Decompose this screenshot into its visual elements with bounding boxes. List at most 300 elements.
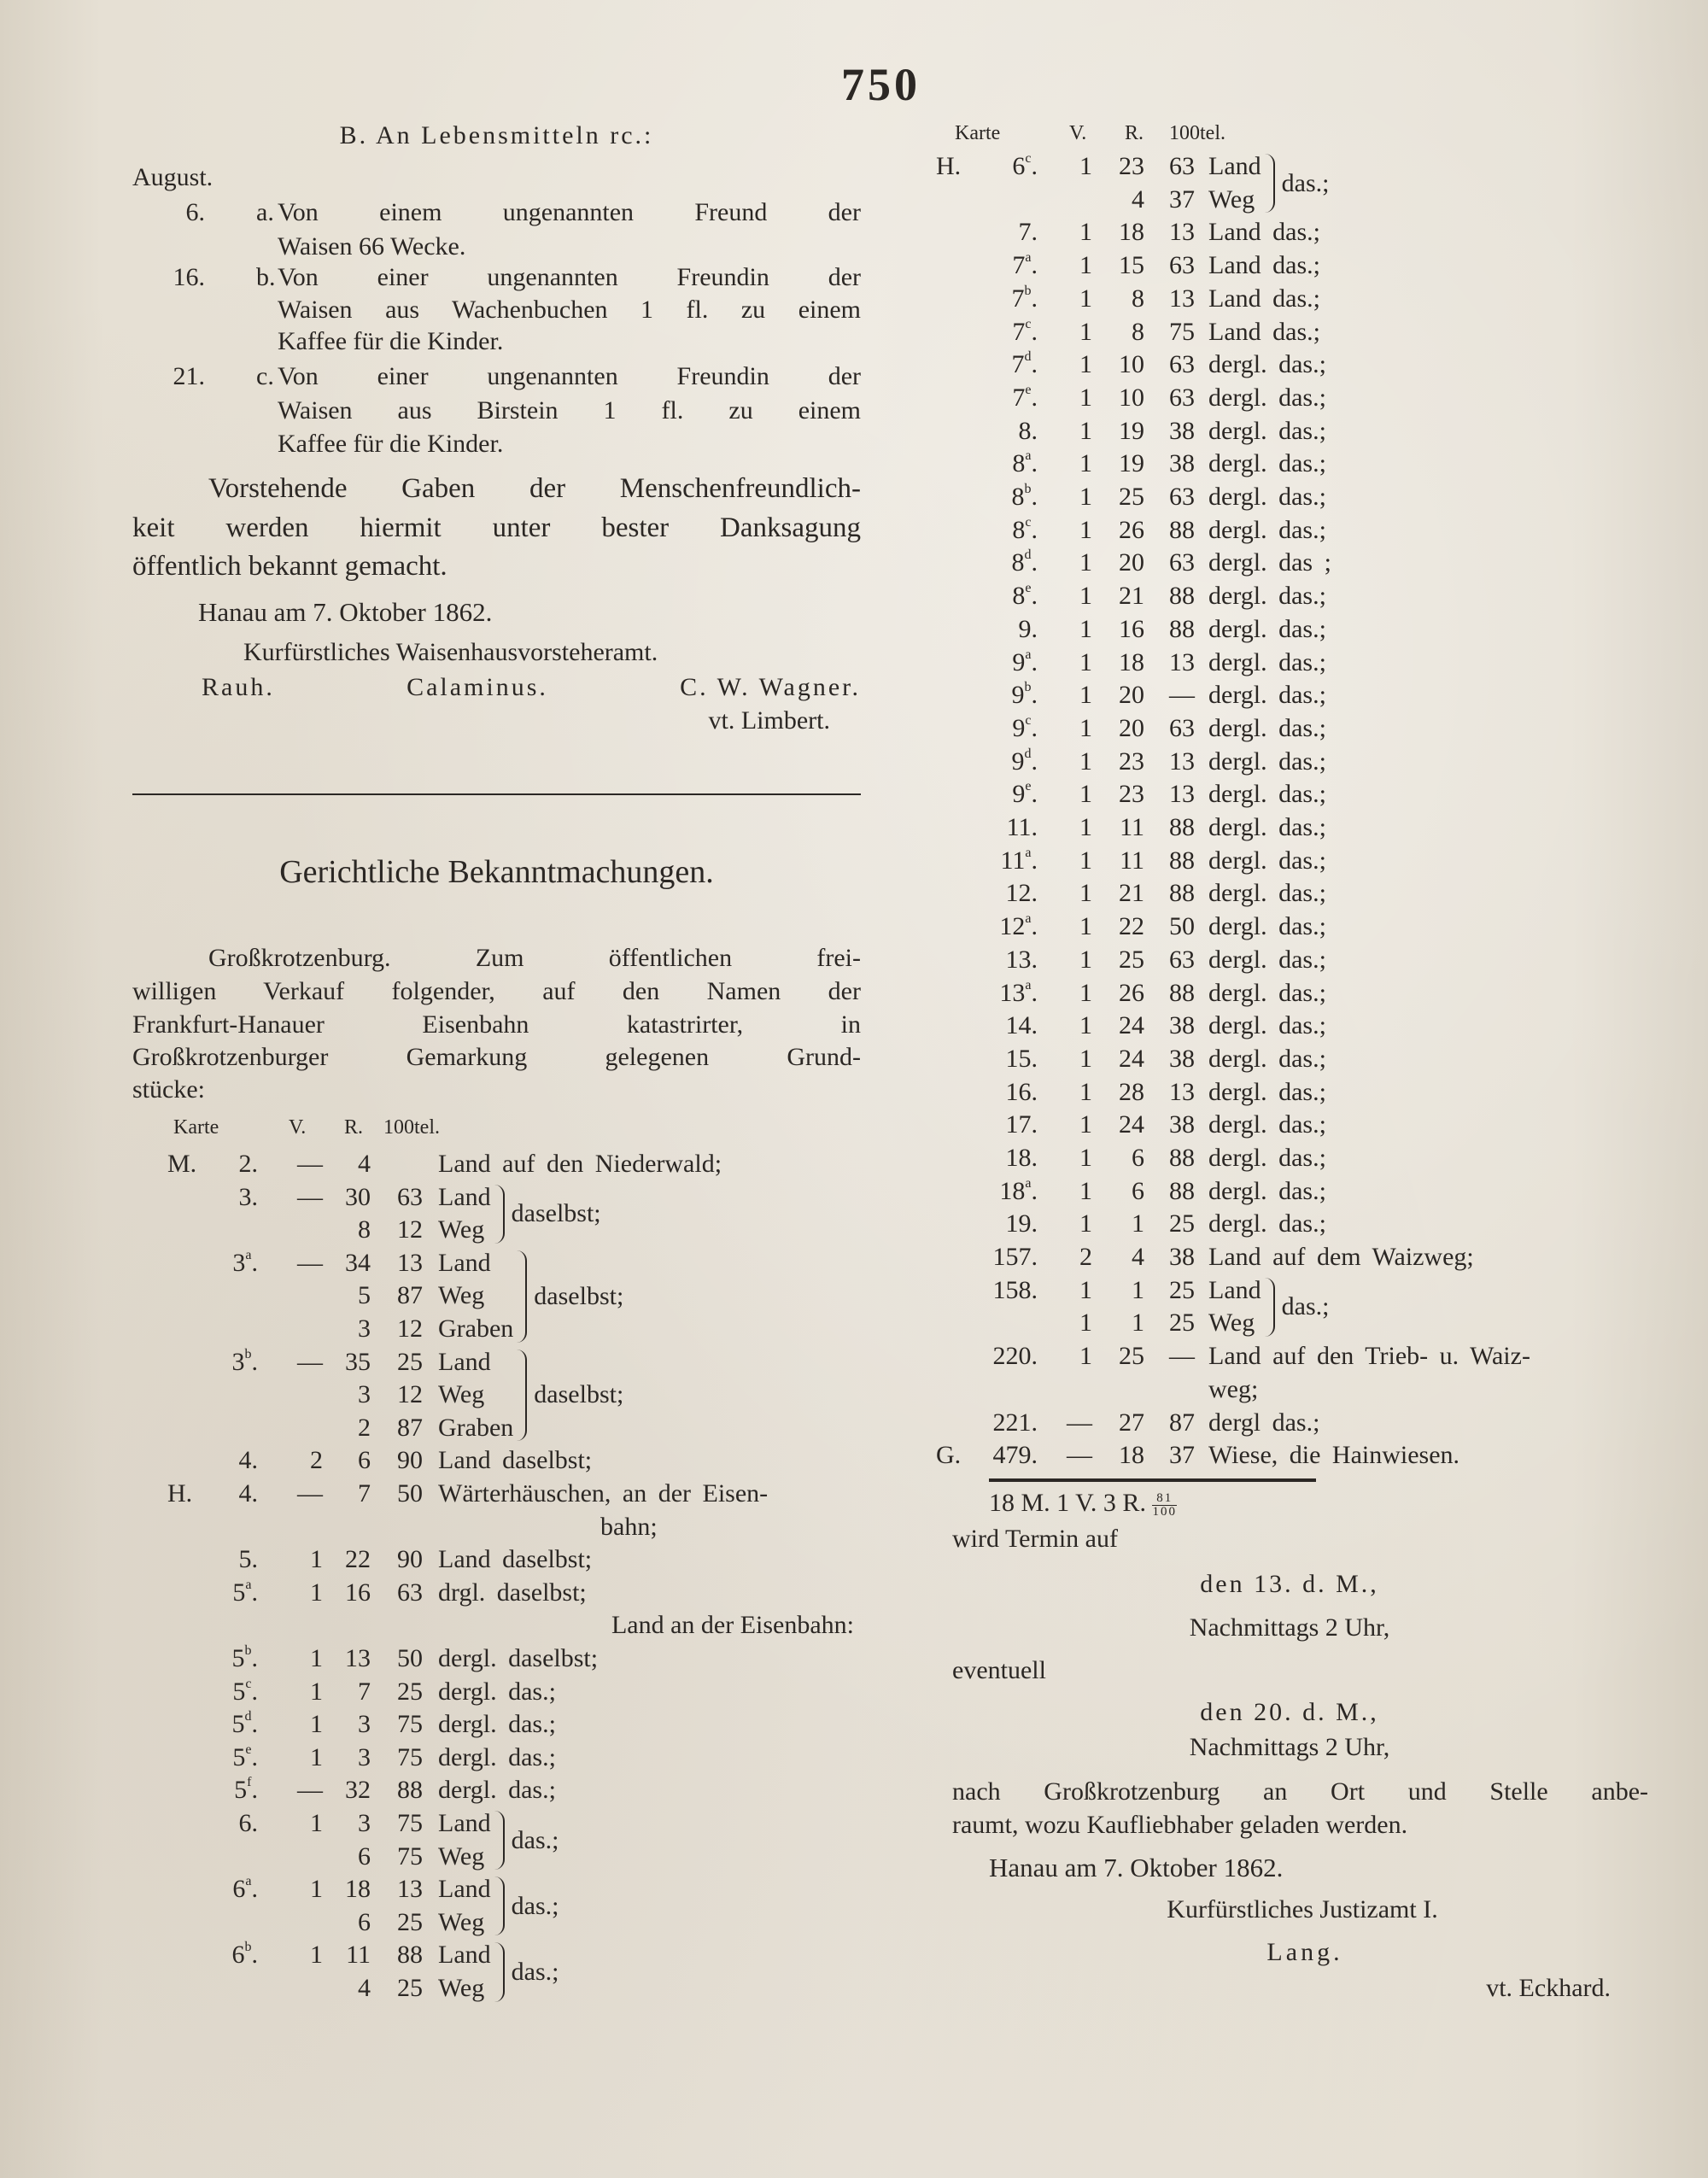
table-row — [936, 746, 1326, 779]
brace-text: das.; — [1281, 168, 1330, 197]
table-subheading: Land an der Eisenbahn: — [611, 1611, 854, 1640]
karte-superscript: e — [1025, 382, 1032, 397]
row-karte: 7$^b$. — [1011, 283, 1038, 313]
notice-place-date: Hanau am 7. Oktober 1862. — [989, 1853, 1284, 1882]
row-karte: 6$^b$. — [231, 1940, 258, 1970]
karte-superscript: a — [245, 1874, 252, 1889]
table-row — [167, 1708, 556, 1742]
row-line — [258, 1279, 513, 1313]
row-100tel: 87 — [397, 1281, 423, 1310]
brace-text: das.; — [511, 1891, 559, 1920]
row-line — [1038, 249, 1320, 283]
row-prefix: H. — [167, 1479, 193, 1508]
row-line — [1038, 679, 1326, 712]
row-lines — [1038, 283, 1320, 316]
row-karte: 8$^a$. — [1012, 448, 1038, 478]
table-row — [936, 348, 1326, 382]
table-row — [167, 1148, 722, 1181]
karte-superscript: a — [245, 1247, 252, 1262]
row-r: 23 — [1119, 780, 1144, 809]
page-number: 750 — [841, 59, 921, 110]
karte-superscript: d — [1024, 746, 1032, 761]
table-row — [936, 547, 1331, 580]
total-fraction — [1152, 1492, 1177, 1519]
karte-superscript: b — [244, 1940, 252, 1955]
row-100tel: 63 — [1169, 713, 1195, 742]
karte-superscript: b — [244, 1643, 252, 1658]
row-r: 5 — [358, 1281, 371, 1310]
row-r: 34 — [345, 1248, 371, 1277]
row-lines — [1038, 1043, 1326, 1076]
table-row — [936, 249, 1320, 283]
row-v: 1 — [310, 1644, 323, 1672]
row-description: Weg — [438, 1907, 485, 1936]
row-v: 1 — [1079, 746, 1092, 776]
donations-heading: B. An Lebensmitteln rc.: — [339, 121, 654, 149]
row-v: — — [297, 1347, 323, 1376]
row-lines — [258, 1148, 722, 1181]
row-v: — — [297, 1776, 323, 1805]
table-row — [936, 580, 1326, 613]
row-v: 1 — [1079, 483, 1092, 511]
row-description: Land auf dem Waizweg; — [1208, 1243, 1474, 1272]
row-r: 21 — [1119, 879, 1144, 908]
row-description: Graben — [438, 1413, 514, 1442]
row-100tel: — — [1169, 1342, 1195, 1371]
row-karte: 6. — [238, 1809, 258, 1837]
row-prefix: H. — [936, 152, 962, 180]
row-line — [1038, 448, 1326, 481]
row-karte: 5$^a$. — [232, 1577, 258, 1607]
row-prefix — [936, 910, 974, 943]
row-r: 8 — [358, 1215, 371, 1244]
row-r: 24 — [1119, 1011, 1144, 1040]
karte-superscript: d — [1024, 547, 1032, 563]
row-line — [1038, 514, 1326, 547]
table-row — [936, 283, 1320, 316]
termin-text: wird Termin auf — [952, 1525, 1118, 1553]
row-100tel: 63 — [1169, 945, 1195, 974]
table-row — [167, 1181, 601, 1247]
closing-text: keit werden hiermit unter bester Danksagung — [132, 512, 861, 543]
fraction-numerator: 81 — [1152, 1492, 1177, 1506]
row-v: 1 — [1079, 713, 1092, 742]
row-karte: 9. — [1018, 614, 1038, 643]
row-line — [1038, 1175, 1326, 1209]
table-row — [936, 1109, 1326, 1142]
table-row — [167, 1939, 559, 2005]
signatories — [202, 671, 861, 704]
row-prefix — [936, 778, 974, 811]
row-description: Land das.; — [1208, 218, 1320, 247]
table-row — [167, 1742, 556, 1775]
row-lines — [1038, 679, 1326, 712]
row-v: 1 — [1079, 284, 1092, 313]
brace-text: daselbst; — [534, 1380, 624, 1409]
row-v: 1 — [1079, 813, 1092, 841]
row-lines — [1038, 877, 1326, 910]
karte-superscript: a — [1025, 1175, 1032, 1191]
row-lines — [1038, 481, 1326, 514]
row-r: 6 — [358, 1841, 371, 1871]
entry-text: Von einem ungenannten Freund der — [278, 198, 861, 226]
place-date: Hanau am 7. Oktober 1862. — [198, 597, 493, 627]
karte-superscript: e — [245, 1742, 252, 1757]
row-100tel: 63 — [1169, 383, 1195, 412]
row-line — [1038, 415, 1326, 448]
row-v: 1 — [1079, 251, 1092, 280]
karte-superscript: a — [1025, 911, 1032, 927]
row-v: 1 — [1079, 1176, 1092, 1205]
row-lines — [258, 1247, 513, 1346]
table-row — [936, 514, 1326, 547]
row-prefix: M. — [167, 1150, 197, 1178]
row-karte: 5$^b$. — [231, 1643, 258, 1672]
row-v: — — [297, 1182, 323, 1211]
row-description: bahn; — [600, 1512, 658, 1541]
karte-superscript: b — [244, 1346, 252, 1361]
brace-group — [1261, 150, 1330, 216]
row-karte: 18$^a$. — [999, 1175, 1038, 1205]
row-r: 6 — [1132, 1144, 1144, 1172]
row-prefix — [167, 1708, 205, 1741]
row-100tel: 37 — [1169, 1441, 1195, 1470]
row-100tel: 50 — [397, 1479, 423, 1508]
row-prefix — [167, 1181, 205, 1214]
notice-text: Großkrotzenburg. Zum öffentlichen frei- — [208, 944, 861, 972]
row-karte: 11. — [1006, 813, 1038, 841]
termin-date-1: den 13. d. M., — [1200, 1570, 1379, 1598]
karte-superscript: a — [1025, 977, 1032, 992]
row-100tel: 50 — [1169, 912, 1195, 941]
row-lines — [258, 1676, 556, 1709]
row-karte: 9$^a$. — [1012, 647, 1038, 676]
row-line — [1038, 1076, 1326, 1109]
table-row — [936, 216, 1320, 249]
row-line — [258, 1478, 768, 1511]
row-100tel: 38 — [1169, 1044, 1195, 1073]
row-line — [258, 1511, 768, 1544]
row-karte: 7$^d$. — [1011, 349, 1038, 379]
karte-superscript: f — [247, 1775, 252, 1790]
row-r: 4 — [358, 1150, 371, 1178]
row-prefix — [936, 944, 974, 976]
row-100tel: 87 — [1169, 1408, 1195, 1437]
brace-text: daselbst; — [534, 1281, 624, 1310]
brace-group — [491, 1807, 559, 1873]
row-line — [258, 1873, 491, 1906]
row-r: 11 — [1120, 813, 1144, 841]
row-description: dergl. das.; — [1208, 1077, 1326, 1106]
row-karte: 5$^d$. — [231, 1709, 258, 1739]
entry-letter: a. — [256, 198, 274, 226]
row-100tel: 13 — [1169, 746, 1195, 776]
row-line — [258, 1412, 513, 1445]
row-r: 20 — [1119, 713, 1144, 742]
row-r: 4 — [1132, 1243, 1144, 1272]
row-karte: 2. — [238, 1150, 258, 1178]
row-description: dergl. das.; — [1208, 1110, 1326, 1139]
row-lines — [258, 1774, 556, 1807]
table-row — [936, 1407, 1319, 1440]
row-v — [1038, 184, 1092, 216]
termin-time-1: Nachmittags 2 Uhr, — [1189, 1613, 1390, 1642]
termin-place: raumt, wozu Kaufliebhaber geladen werden. — [952, 1811, 1408, 1839]
row-v: 1 — [1079, 350, 1092, 379]
row-r: 4 — [358, 1973, 371, 2002]
row-r: 11 — [1120, 846, 1144, 875]
row-100tel: 88 — [397, 1776, 423, 1805]
row-lines — [1038, 647, 1326, 680]
table-row — [936, 778, 1326, 811]
row-lines — [1038, 415, 1326, 448]
karte-superscript: c — [1025, 514, 1032, 530]
row-description: Weg — [438, 1215, 485, 1244]
row-karte: 3$^b$. — [231, 1346, 258, 1376]
donations-month: August. — [132, 163, 214, 191]
row-prefix — [936, 348, 974, 381]
row-line — [258, 1181, 491, 1215]
row-r: 23 — [1119, 152, 1144, 180]
row-prefix — [936, 547, 974, 579]
row-karte: 157. — [992, 1243, 1038, 1272]
row-100tel: 88 — [1169, 614, 1195, 643]
row-lines — [1038, 514, 1326, 547]
row-r: 19 — [1119, 416, 1144, 445]
row-prefix — [936, 1109, 974, 1141]
karte-superscript: c — [1025, 712, 1032, 728]
row-lines — [1038, 1076, 1326, 1109]
table-row — [936, 613, 1326, 647]
row-v: 1 — [1079, 449, 1092, 478]
row-v: 2 — [1079, 1243, 1092, 1272]
table-row — [167, 1774, 556, 1807]
header-karte: Karte — [173, 1116, 219, 1139]
row-karte: 221. — [992, 1408, 1038, 1437]
entry-day: 21. — [173, 362, 205, 390]
header-karte: Karte — [955, 122, 1001, 144]
entry-text: Von einer ungenannten Freundin der — [278, 362, 861, 390]
row-v: 1 — [310, 1809, 323, 1837]
row-description: dergl. das.; — [1208, 681, 1326, 710]
brace-group — [513, 1346, 623, 1445]
row-100tel: 88 — [1169, 515, 1195, 544]
row-100tel: 25 — [1169, 1275, 1195, 1304]
row-prefix — [167, 1543, 205, 1576]
row-r: 24 — [1119, 1110, 1144, 1139]
row-v: 1 — [310, 1578, 323, 1607]
row-lines — [1038, 1175, 1326, 1209]
row-line — [258, 1774, 556, 1807]
row-line — [258, 1543, 592, 1577]
karte-superscript: a — [1025, 845, 1032, 860]
row-line — [258, 1346, 513, 1379]
row-line — [1038, 613, 1326, 647]
row-lines — [258, 1478, 768, 1543]
entry-day: 16. — [173, 263, 205, 291]
table-row — [936, 679, 1326, 712]
termin-place: nach Großkrotzenburg an Ort und Stelle anbe- — [952, 1777, 1648, 1806]
row-karte: 6$^a$. — [232, 1874, 258, 1904]
header-v: V. — [1069, 122, 1087, 144]
row-prefix — [936, 1043, 974, 1075]
row-description: Weg — [1208, 184, 1255, 214]
total-area — [989, 1487, 1177, 1519]
row-v: 1 — [310, 1710, 323, 1739]
row-lines — [1038, 1010, 1326, 1043]
row-r: 1 — [1132, 1209, 1144, 1238]
row-prefix — [936, 316, 974, 348]
row-karte: 17. — [1005, 1110, 1038, 1139]
row-line — [258, 1148, 722, 1181]
section-title: Gerichtliche Bekanntmachungen. — [279, 854, 714, 890]
row-100tel: 13 — [1169, 1077, 1195, 1106]
table-row — [936, 481, 1326, 514]
row-line — [1038, 1340, 1530, 1373]
row-r: 3 — [358, 1710, 371, 1739]
row-lines — [1038, 1340, 1530, 1406]
karte-superscript: c — [1025, 151, 1032, 166]
table-row — [936, 1274, 1329, 1340]
row-karte: 5e. — [232, 1742, 258, 1771]
row-r: 10 — [1119, 383, 1144, 412]
row-line — [1038, 1043, 1326, 1076]
notice-text: Frankfurt-Hanauer Eisenbahn katastrirter, in — [132, 1010, 861, 1039]
row-100tel: 75 — [397, 1742, 423, 1771]
row-v: 1 — [1079, 1044, 1092, 1073]
table-row — [936, 1010, 1326, 1043]
row-description: Weg — [438, 1841, 485, 1871]
row-r: 25 — [1119, 945, 1144, 974]
row-description: dergl. das.; — [1208, 647, 1326, 676]
row-r: 15 — [1119, 251, 1144, 280]
brace-text: das.; — [1281, 1292, 1330, 1321]
table-row — [936, 1340, 1530, 1406]
table-row — [167, 1807, 559, 1873]
row-prefix — [936, 249, 974, 282]
row-description: Wiese, die Hainwiesen. — [1208, 1441, 1460, 1470]
row-r: 18 — [1119, 218, 1144, 247]
row-lines — [1038, 1109, 1326, 1142]
row-prefix — [936, 1175, 974, 1208]
row-r: 21 — [1119, 582, 1144, 611]
row-v: 1 — [1079, 647, 1092, 676]
row-r: 1 — [1132, 1275, 1144, 1304]
row-v: 1 — [310, 1545, 323, 1574]
row-description: dergl. das.; — [1208, 1011, 1326, 1040]
row-karte: 19. — [1005, 1209, 1038, 1238]
row-lines — [258, 1939, 491, 2005]
row-100tel: 88 — [1169, 813, 1195, 841]
row-karte: 220. — [992, 1342, 1038, 1371]
row-lines — [1038, 910, 1326, 944]
brace-mark — [517, 1250, 527, 1343]
row-line — [1038, 811, 1326, 845]
row-r: 3 — [358, 1742, 371, 1771]
row-v: — — [297, 1248, 323, 1277]
row-v — [258, 1379, 323, 1411]
row-karte: 12$^a$. — [999, 911, 1038, 941]
row-lines — [1038, 1241, 1474, 1274]
row-100tel: 88 — [1169, 1176, 1195, 1205]
row-prefix — [936, 382, 974, 414]
row-lines — [258, 1642, 598, 1676]
row-description: dergl. das.; — [1208, 614, 1326, 643]
row-r: 7 — [358, 1677, 371, 1706]
row-r: 3 — [358, 1380, 371, 1409]
row-prefix — [167, 1676, 205, 1708]
row-lines — [1038, 249, 1320, 283]
header-v: V. — [289, 1116, 307, 1139]
row-line — [258, 1642, 598, 1676]
brace-mark — [494, 1811, 505, 1870]
row-karte: 158. — [992, 1275, 1038, 1304]
row-lines — [1038, 1274, 1261, 1340]
signatory: C. W. Wagner. — [680, 673, 861, 701]
header-r: R. — [1125, 122, 1144, 144]
row-description: drgl. daselbst; — [438, 1578, 587, 1607]
row-prefix — [936, 580, 974, 612]
entry-text: Waisen aus Birstein 1 fl. zu einem — [278, 396, 861, 424]
row-lines — [258, 1708, 556, 1742]
row-v: — — [1067, 1408, 1092, 1437]
row-karte: 7e. — [1012, 382, 1038, 412]
entry-text: Waisen aus Wachenbuchen 1 fl. zu einem — [278, 296, 861, 324]
row-line — [258, 1676, 556, 1709]
row-description: dergl. das.; — [1208, 582, 1326, 611]
row-prefix — [936, 415, 974, 448]
row-100tel: 87 — [397, 1413, 423, 1442]
row-100tel: 63 — [1169, 251, 1195, 280]
row-description: Land — [438, 1248, 491, 1277]
row-100tel: 88 — [1169, 582, 1195, 611]
row-prefix — [936, 877, 974, 910]
row-line — [1038, 910, 1326, 944]
row-v: — — [297, 1479, 323, 1508]
row-100tel: 12 — [397, 1380, 423, 1409]
table-row — [936, 1208, 1326, 1241]
row-karte: 7$^c$. — [1012, 316, 1038, 346]
row-lines — [1038, 613, 1326, 647]
row-prefix — [936, 216, 974, 249]
row-v: — — [1067, 1441, 1092, 1470]
row-lines — [1038, 348, 1326, 382]
row-description: Land auf den Trieb- u. Waiz- — [1208, 1342, 1530, 1371]
row-description: dergl. das.; — [1208, 350, 1326, 379]
row-v — [258, 1906, 323, 1939]
row-prefix — [936, 448, 974, 480]
row-description: dergl. das.; — [1208, 780, 1326, 809]
row-line — [1038, 481, 1326, 514]
row-line — [258, 1577, 587, 1610]
row-100tel: 50 — [397, 1644, 423, 1672]
table-row — [936, 877, 1326, 910]
row-description: dergl. das.; — [1208, 746, 1326, 776]
row-karte: 9$^b$. — [1011, 680, 1038, 710]
notice-signatory: Lang. — [1266, 1938, 1343, 1966]
table-row — [936, 150, 1329, 216]
row-line — [258, 1444, 592, 1478]
brace-group — [491, 1939, 559, 2005]
row-line — [1038, 1109, 1326, 1142]
row-lines — [1038, 845, 1326, 878]
row-line — [1038, 647, 1326, 680]
row-lines — [1038, 944, 1326, 977]
table-row — [936, 647, 1326, 680]
row-lines — [258, 1444, 592, 1478]
karte-superscript: b — [1024, 283, 1032, 298]
table-row — [167, 1346, 623, 1445]
